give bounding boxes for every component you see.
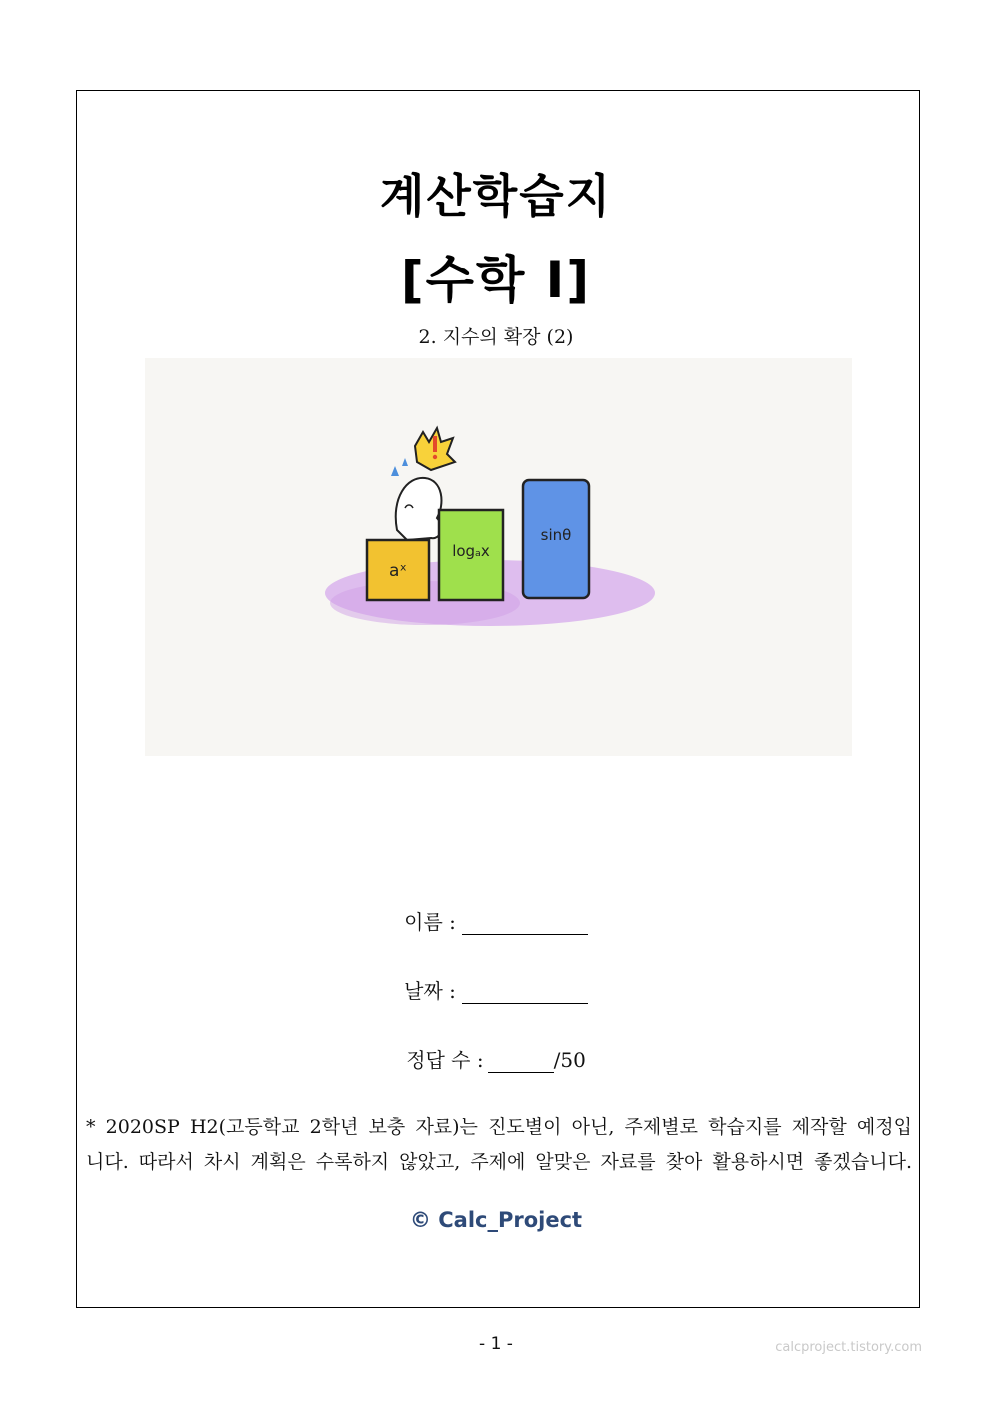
date-blank[interactable] <box>462 983 588 1004</box>
sweat-drop-1 <box>391 466 399 476</box>
copyright: © Calc_Project <box>409 1208 583 1232</box>
score-blank[interactable] <box>488 1052 554 1073</box>
date-label: 날짜 : <box>404 979 456 1003</box>
name-blank[interactable] <box>462 914 588 935</box>
sweat-drop-2 <box>402 458 408 466</box>
notice-text <box>86 1110 912 1180</box>
subject-title: [수학 I] <box>400 251 592 309</box>
worksheet-title: 계산학습지 <box>379 169 613 223</box>
box-exponential-label: aˣ <box>389 561 407 581</box>
notice-line-2: 니다. 따라서 차시 계획은 수록하지 않았고, 주제에 알맞은 자료를 찾아 활용하시면 좋겠습니다. <box>86 1151 912 1173</box>
date-field <box>0 975 992 1004</box>
score-label: 정답 수 : <box>406 1048 484 1072</box>
notice-line-1: * 2020SP H2(고등학교 2학년 보충 자료)는 진도별이 아닌, 주제별로 학습지를 제작할 예정입 <box>86 1116 912 1138</box>
box-log-label: logₐx <box>452 542 490 560</box>
illustration-svg <box>145 358 852 756</box>
name-field <box>0 906 992 935</box>
score-field <box>0 1044 992 1073</box>
chapter-subtitle: 2. 지수의 확장 (2) <box>418 326 574 348</box>
name-label: 이름 : <box>404 910 456 934</box>
exclaim-mark <box>433 436 437 452</box>
site-watermark: calcproject.tistory.com <box>775 1340 922 1355</box>
cover-illustration <box>145 358 852 756</box>
exclaim-dot <box>433 455 437 459</box>
box-sine-label: sinθ <box>540 526 572 544</box>
character <box>396 478 442 540</box>
page-number: - 1 - <box>479 1334 513 1354</box>
score-total: /50 <box>553 1048 586 1072</box>
